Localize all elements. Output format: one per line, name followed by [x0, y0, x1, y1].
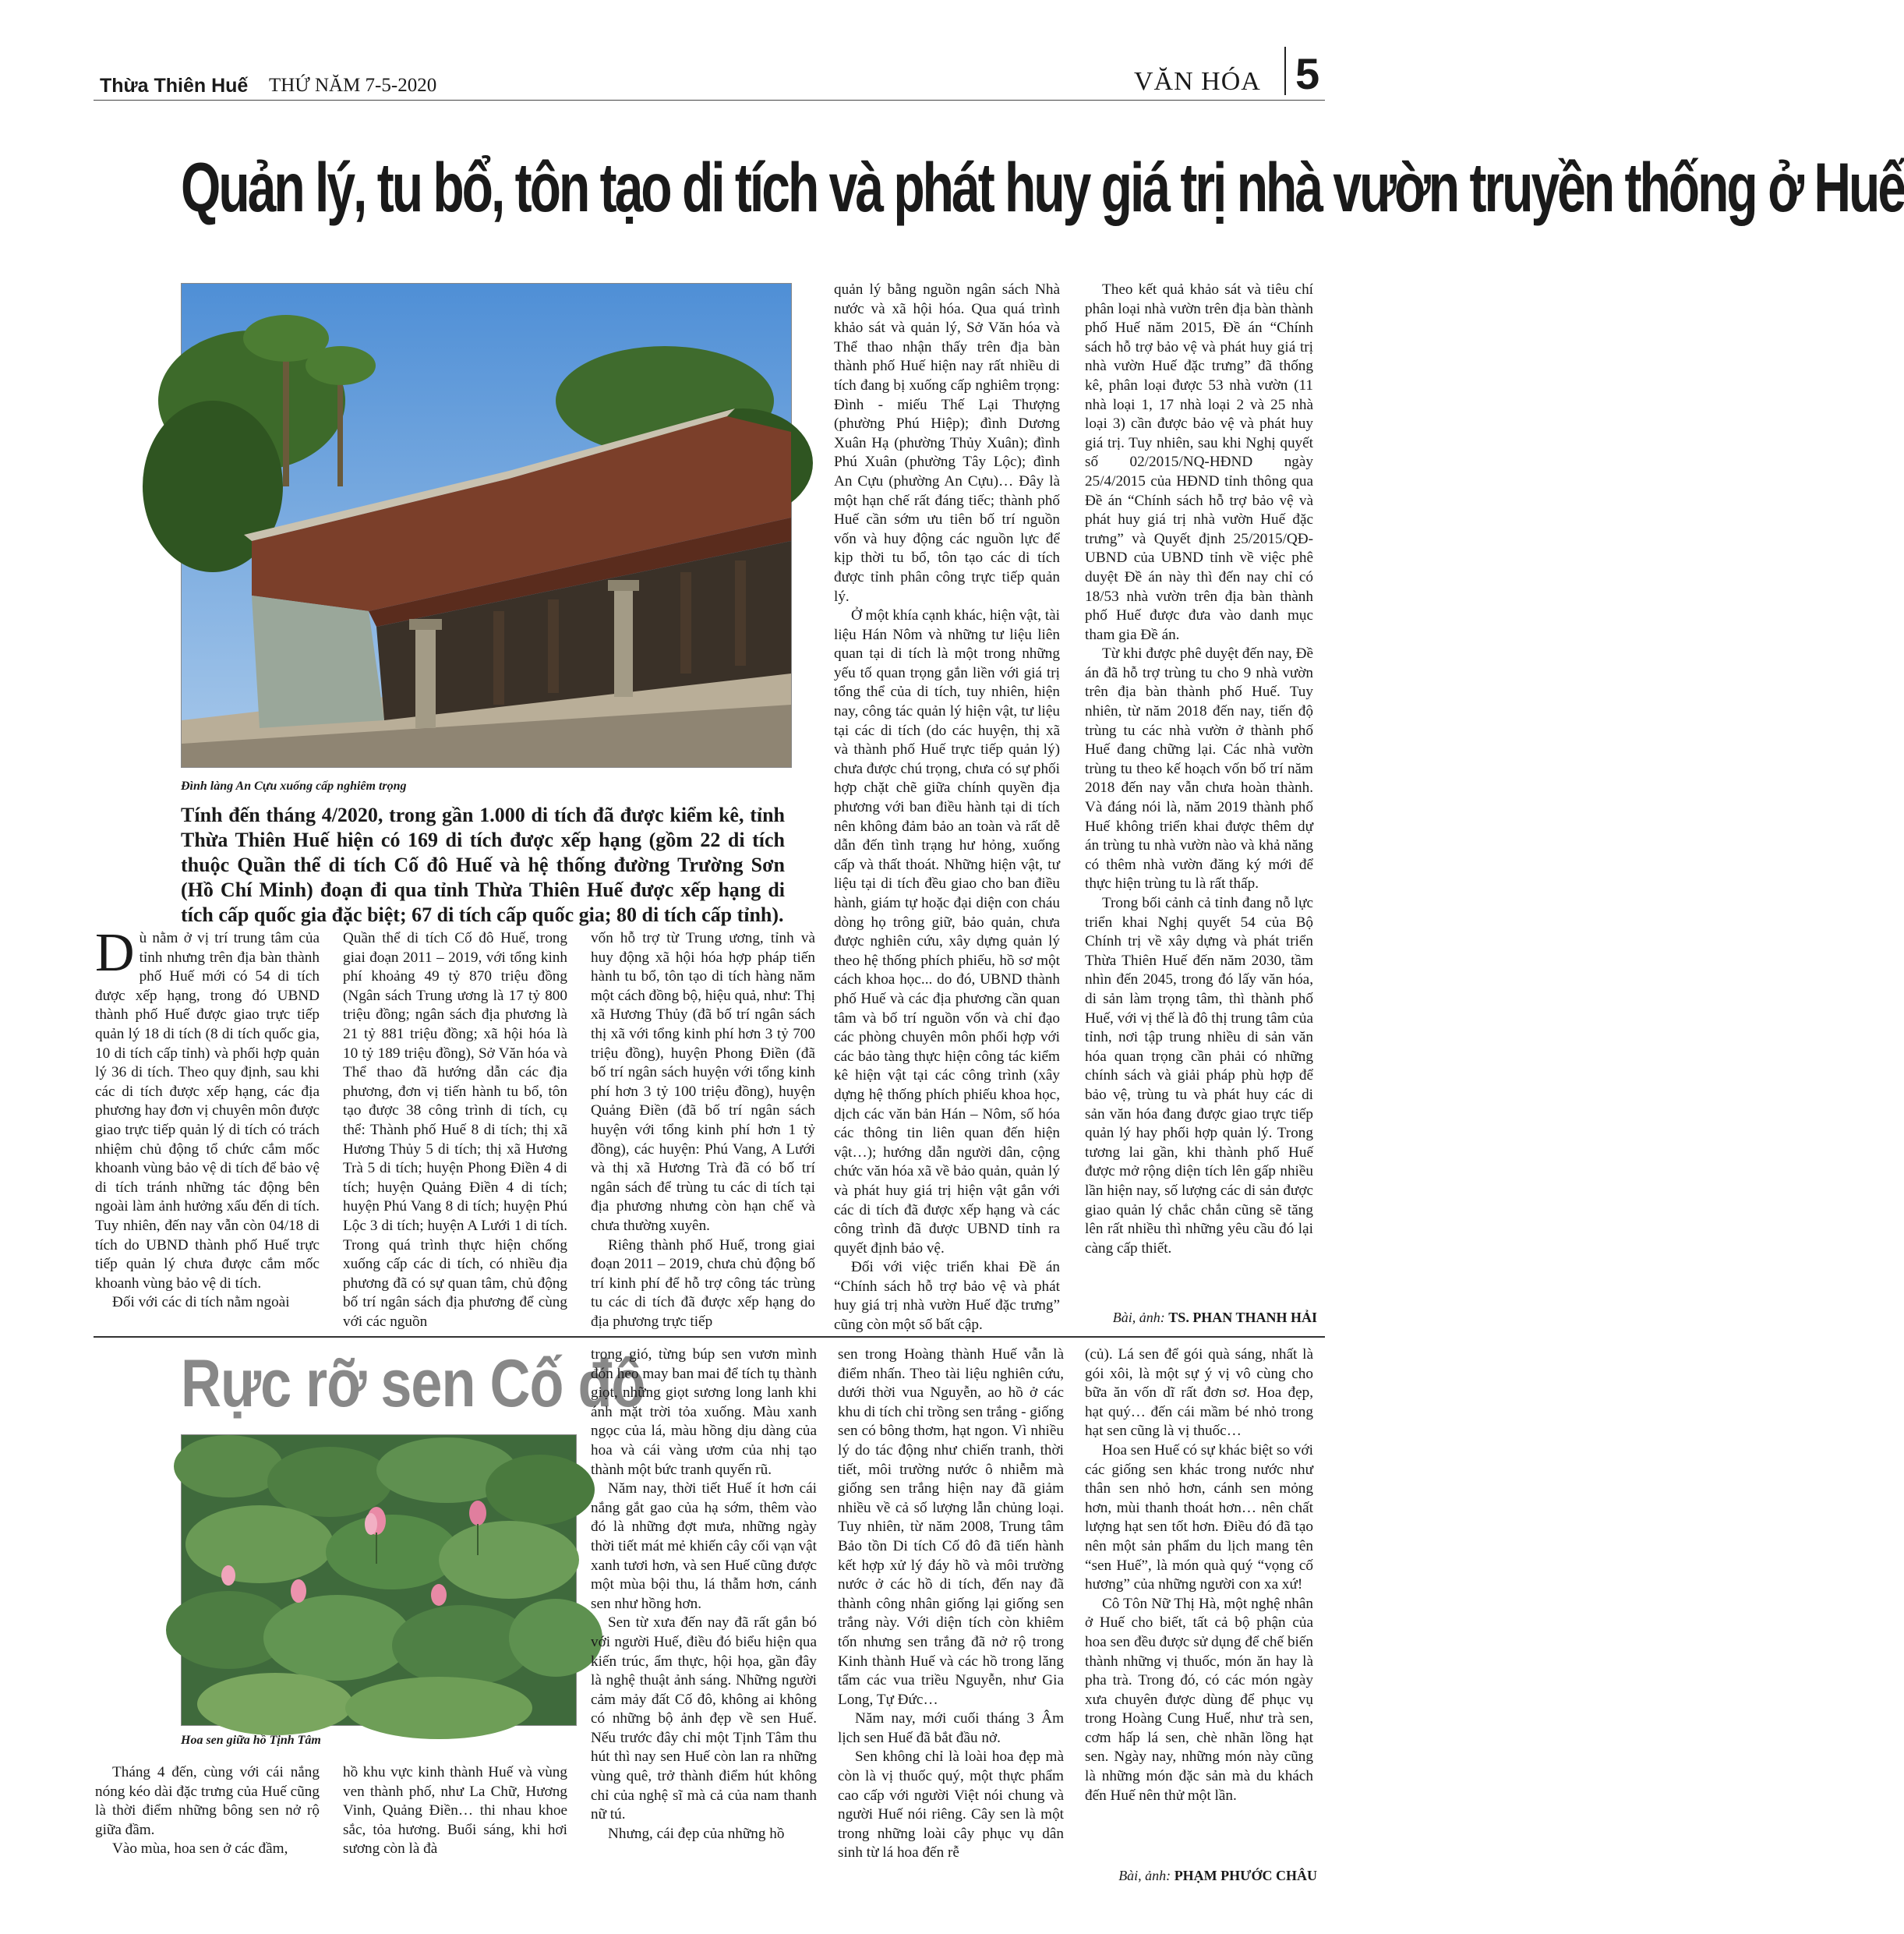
paper-name: Thừa Thiên Huế [100, 75, 249, 97]
paragraph: Tháng 4 đến, cùng với cái nắng nóng kéo dài đặc trưng của Huế cũng là thời điểm những bông sen nở rộ giữa đầm. [95, 1764, 320, 1838]
section-name: VĂN HÓA [1134, 67, 1261, 96]
paragraph: Sen không chỉ là loài hoa đẹp mà còn là vị thuốc quý, một thực phẩm cao cấp với người Việt nói chung và người Huế nói riêng. Cây sen là một trong những loài cây phục vụ dân sinh từ lá hoa đến rễ [838, 1748, 1064, 1862]
paragraph: Năm nay, mới cuối tháng 3 Âm lịch sen Huế đã bắt đầu nở. [838, 1710, 1064, 1746]
article1-column-3 [591, 929, 815, 1331]
paragraph: Nhưng, cái đẹp của những hồ [608, 1825, 785, 1842]
paragraph: Trong bối cảnh cả tỉnh đang nỗ lực triển khai Nghị quyết 54 của Bộ Chính trị về xây dựng và phát triển Thừa Thiên Huế đến năm 2030, tầm nhìn đến 2045, trong đó lấy văn hóa, di sản làm trọng tâm, thì thành phố Huế, với vị thế là đô thị trung tâm của tỉnh, nơi tập trung nhiều di sản văn hóa quan trọng cần phải có những chính sách và giải pháp phù hợp để bảo vệ, trùng tu và phát huy các di sản văn hóa đang được giao trực tiếp quản lý hay phối hợp quản lý. Trong tương lai gần, khi thành phố Huế được mở rộng diện tích lên gấp nhiều lần hiện nay, số lượng các di sản được giao quản lý chắc chắn cũng sẽ tăng lên rất nhiều thì những yêu cầu đó lại càng cấp thiết. [1085, 895, 1313, 1257]
paragraph: Ở một khía cạnh khác, hiện vật, tài liệu Hán Nôm và những tư liệu liên quan tại di tích là một trong những yếu tố quan trọng gắn liền với giá trị tổng thể của di tích, tuy nhiên, hiện nay, công tác quản lý hiện vật, tư liệu tại các di tích (do các huyện, thị xã và thành phố Huế trực tiếp quản lý) chưa được chú trọng, chưa có sự phối hợp chặt chẽ giữa chính quyền địa phương với ban điều hành tại di tích nên không đảm bảo an toàn và rất dễ dẫn đến tình trạng hư hỏng, xuống cấp và thất thoát. Những hiện vật, tư liệu tại di tích đều giao cho ban điều hành, giám tự hoặc đại diện con cháu dòng họ trông giữ, bảo quản, chưa được nghiên cứu, xây dựng quản lý theo hệ thống phích phiếu, hồ sơ một cách khoa học... do đó, UBND thành phố Huế và các địa phương cần quan tâm và bố trí nguồn vốn và chỉ đạo các phòng chuyên môn phối hợp với các bảo tàng thực hiện công tác kiểm kê hiện vật tại các công trình (xây dựng hệ thống phích phiếu khoa học, dịch các văn bản Hán – Nôm, số hóa các thông tin liên quan đến hiện vật…); hướng dẫn người dân, cộng chức văn hóa xã về bảo quản, quản lý và phát huy giá trị hiện vật gắn với các di tích đã được xếp hạng và các công trình đã được UBND tỉnh ra quyết định bảo vệ. [834, 607, 1061, 1257]
article2-column-2 [343, 1763, 567, 1859]
article2-column-1 [95, 1763, 320, 1859]
paragraph: Vào mùa, hoa sen ở các đầm, [112, 1840, 288, 1858]
top-rule [94, 100, 1325, 101]
paragraph: Cô Tôn Nữ Thị Hà, một nghệ nhân ở Huế cho biết, tất cả bộ phận của hoa sen đều được sử dụng để chế biến thành những vị thuốc, món ăn hay là pha trà. Trong đó, có các món ngày xưa chuyên được dùng để phục vụ trong Hoàng Cung Huế, như trà sen, cơm hấp lá sen, chè nhãn lồng hạt sen. Ngày nay, những món này cũng là những món đặc sản mà du khách đến Huế nên thử một lần. [1085, 1595, 1313, 1804]
paragraph: Quần thể di tích Cố đô Huế, trong giai đoạn 2011 – 2019, với tổng kinh phí khoảng 49 tỷ 870 triệu đồng (Ngân sách Trung ương là 17 tỷ 800 triệu đồng; ngân sách địa phương là 21 tỷ 881 triệu đồng; xã hội hóa là 10 tỷ 189 triệu đồng), Sở Văn hóa và Thể thao đã hướng dẫn các địa phương, đơn vị tiến hành tu bổ, tôn tạo được 38 công trình di tích, cụ thể: Thành phố Huế 8 di tích; thị xã Hương Thủy 5 di tích; thị xã Hương Trà 5 di tích; huyện Phong Điền 4 di tích; huyện Quảng Điền 4 di tích; huyện Phú Vang 8 di tích; huyện Phú Lộc 3 di tích; huyện A Lưới 1 di tích. Trong quá trình thực hiện chống xuống cấp các di tích, có nhiều địa phương đã có sự quan tâm, chủ động bố trí ngân sách địa phương để cùng với các nguồn [343, 930, 567, 1330]
article2-column-3 [591, 1345, 817, 1844]
issue-date: THỨ NĂM 7-5-2020 [269, 75, 437, 96]
paragraph: Đối với các di tích nằm ngoài [112, 1294, 290, 1311]
page-number: 5 [1295, 49, 1320, 98]
byline-label: Bài, ảnh: [1112, 1310, 1165, 1325]
paragraph: trong gió, từng búp sen vươn mình đón heo may ban mai để tích tụ thành giọt, những giọt sương long lanh khi ánh mặt trời tỏa xuống. Màu xanh ngọc của lá, màu hồng dịu dàng của hoa và cái vàng ươm của nhị tạo thành một bức tranh quyến rũ. [591, 1346, 817, 1478]
article1-lead: Tính đến tháng 4/2020, trong gần 1.000 di tích đã được kiểm kê, tỉnh Thừa Thiên Huế hiện có 169 di tích được xếp hạng (gồm 22 di tích thuộc Quần thể di tích Cố đô Huế và hệ thống đường Trường Sơn (Hồ Chí Minh) đoạn đi qua tỉnh Thừa Thiên Huế được xếp hạng di tích cấp quốc gia đặc biệt; 67 di tích cấp quốc gia; 80 di tích cấp tỉnh). [181, 804, 785, 926]
paragraph: Hoa sen Huế có sự khác biệt so với các giống sen khác trong nước như thân sen nhỏ hơn, cánh sen mỏng hơn, mùi thanh thoát hơn… nên chất lượng hạt sen tốt hơn. Điều đó đã tạo nên một sản phẩm du lịch mang tên “sen Huế”, là món quà quý “vọng cố hương” của những người con xa xứ! [1085, 1441, 1313, 1593]
paragraph: Theo kết quả khảo sát và tiêu chí phân loại nhà vườn trên địa bàn thành phố Huế năm 2015, Đề án “Chính sách hỗ trợ bảo vệ và phát huy giá trị nhà vườn Huế đặc trưng” đã thống kê, phân loại được 53 nhà vườn (11 nhà loại 1, 17 nhà loại 2 và 25 nhà loại 3) cần được bảo vệ và phát huy giá trị. Tuy nhiên, sau khi Nghị quyết số 02/2015/NQ-HĐND ngày 25/4/2015 của HĐND tỉnh thông qua Đề án “Chính sách hỗ trợ bảo vệ và phát huy giá trị nhà vườn Huế đặc trưng” và Quyết định 25/2015/QĐ-UBND của UBND tỉnh về việc phê duyệt Đề án này thì đến nay chỉ có 18/53 nhà vườn trên địa bàn thành phố Huế được đưa vào danh mục tham gia Đề án. [1085, 281, 1313, 643]
article1-column-2 [343, 929, 567, 1331]
paragraph: Đối với việc triển khai Đề án “Chính sách hỗ trợ bảo vệ và phát huy giá trị nhà vườn Huế đặc trưng” cũng còn một số bất cập. [834, 1259, 1060, 1334]
article1-byline [1013, 1310, 1317, 1326]
byline-author: PHẠM PHƯỚC CHÂU [1174, 1868, 1317, 1883]
byline-author: TS. PHAN THANH HẢI [1168, 1310, 1317, 1325]
masthead-divider [1284, 47, 1286, 95]
article1-photo-caption: Đình làng An Cựu xuống cấp nghiêm trọng [181, 780, 407, 793]
lotus-pond-illustration [182, 1435, 576, 1725]
article1-column-4 [834, 281, 1060, 1335]
paragraph: Riêng thành phố Huế, trong giai đoạn 2011 – 2019, chưa chủ động bố trí kinh phí để hỗ trợ công tác trùng tu các di tích đã được xếp hạng do địa phương trực tiếp [591, 1236, 815, 1330]
paragraph: sen trong Hoàng thành Huế vẫn là điểm nhấn. Theo tài liệu nghiên cứu, dưới thời vua Nguyễn, ao hồ ở các khu di tích chỉ trồng sen trắng - giống sen có bông thơm, hạt ngon. Vì nhiều lý do tác động như chiến tranh, thời tiết, môi trường nước ô nhiễm mà giống sen trắng hiện nay đã giảm nhiều về cả số lượng lẫn chủng loại. Tuy nhiên, từ năm 2008, Trung tâm Bảo tồn Di tích Cố đô đã tiến hành kết hợp xử lý đáy hồ và môi trường nước ở các hồ di tích, đến nay đã thành công nhân giống lại giống sen trắng này. Với diện tích còn khiêm tốn nhưng sen trắng đã nở rộ trong Kinh thành Huế và các hồ trong lăng tẩm các vua triều Nguyễn, như Gia Long, Tự Đức… [838, 1346, 1064, 1708]
article2-photo-caption: Hoa sen giữa hồ Tịnh Tâm [181, 1734, 321, 1747]
article2-column-4 [838, 1345, 1064, 1863]
article1-photo [181, 283, 792, 768]
paragraph: hồ khu vực kinh thành Huế và vùng ven thành phố, như La Chữ, Hương Vinh, Quảng Điền… thi nhau khoe sắc, tỏa hương. Buổi sáng, khi hơi sương còn là đà [343, 1764, 567, 1858]
article1-column-1 [95, 923, 320, 1313]
paragraph: quản lý bằng nguồn ngân sách Nhà nước và xã hội hóa. Qua quá trình khảo sát và quản lý, Sở Văn hóa và Thể thao nhận thấy trên địa bàn thành phố Huế hiện nay rất nhiều di tích đang bị xuống cấp nghiêm trọng: Đình - miếu Thế Lại Thượng (phường Phú Hiệp); đình Dương Xuân Hạ (phường Thủy Xuân); đình Phú Xuân (phường Tây Lộc); đình An Cựu (phường An Cựu)… Đây là một hạn chế rất đáng tiếc; thành phố Huế cần sớm ưu tiên bố trí nguồn vốn và huy động các nguồn lực để kịp thời tu bổ, tôn tạo các di tích được tỉnh phân công trực tiếp quản lý. [834, 281, 1060, 605]
article1-column-5 [1085, 281, 1313, 1258]
article1-headline: Quản lý, tu bổ, tôn tạo di tích và phát huy giá trị nhà vườn truyền thống ở Huế [181, 148, 1904, 226]
article2-column-5 [1085, 1345, 1313, 1805]
article-divider [94, 1336, 1325, 1338]
pavilion-illustration [182, 284, 791, 767]
article2-headline: Rực rỡ sen Cố đô [181, 1346, 645, 1422]
article2-byline [1013, 1868, 1317, 1884]
article2-photo [181, 1434, 577, 1726]
byline-label: Bài, ảnh: [1118, 1868, 1171, 1883]
dropcap: D [95, 923, 135, 983]
paragraph: Sen từ xưa đến nay đã rất gắn bó với người Huế, điều đó biểu hiện qua kiến trúc, ẩm thực, hội họa, gần đây là nghệ thuật ảnh sáng. Những người cảm mảy đất Cố đô, không ai không có những bộ ảnh đẹp về sen Huế. Nếu trước đây chỉ một Tịnh Tâm thu hút thì nay sen Huế còn lan ra những vùng quê, trở thành điểm hút không chỉ của nghệ sĩ mà cả của nam thanh nữ tú. [591, 1614, 817, 1823]
paragraph: Từ khi được phê duyệt đến nay, Đề án đã hỗ trợ trùng tu cho 9 nhà vườn trên địa bàn thành phố Huế. Tuy nhiên, từ năm 2018 đến nay, tiến độ trùng tu các nhà vườn ở thành phố Huế đang chững lại. Các nhà vườn trùng tu theo kế hoạch vốn bố trí năm 2018 đến nay vẫn chưa hoàn thành. Và đáng nói là, năm 2019 thành phố Huế không triển khai được thêm dự án trùng tu nhà vườn nào và khả năng có thêm nhà vườn đăng ký mới để thực hiện trùng tu là rất thấp. [1085, 645, 1313, 893]
paragraph: (củ). Lá sen để gói quà sáng, nhất là gói xôi, là một sự ý vị vô cùng cho bữa ăn vốn dĩ rất đơn sơ. Hoa đẹp, hạt quý… đến cái mầm bé nhỏ trong hạt sen cũng là vị thuốc… [1085, 1346, 1313, 1440]
paragraph: vốn hỗ trợ từ Trung ương, tỉnh và huy động xã hội hóa hợp pháp tiến hành tu bổ, tôn tạo di tích hàng năm một cách đồng bộ, hiệu quả, như: Thị xã Hương Thủy (đã bố trí ngân sách thị xã với tổng kinh phí hơn 3 tỷ 700 triệu đồng), huyện Phong Điền (đã bố trí ngân sách huyện với tổng kinh phí hơn 3 tỷ 100 triệu đồng), huyện Quảng Điền (đã bố trí ngân sách huyện với tổng kinh phí hơn 1 tỷ đồng), các huyện: Phú Vang, A Lưới và thị xã Hương Trà đã có bố trí ngân sách để trùng tu các di tích tại địa phương nhưng còn hạn chế và chưa thường xuyên. [591, 930, 815, 1234]
paragraph: Năm nay, thời tiết Huế ít hơn cái nắng gắt gao của hạ sớm, thêm vào đó là những đợt mưa, những ngày thời tiết mát mẻ khiến cây cối vạn vật xanh tươi hơn, và sen Huế cũng được một mùa bội thu, lá thẫm hơn, cánh sen như hồng hơn. [591, 1480, 817, 1612]
paragraph: ù nằm ở vị trí trung tâm của tỉnh nhưng trên địa bàn thành phố Huế mới có 54 di tích được xếp hạng, trong đó UBND thành phố Huế được giao trực tiếp quản lý 18 di tích (8 di tích quốc gia, 10 di tích cấp tỉnh) và phối hợp quản lý 36 di tích. Theo quy định, sau khi các di tích được xếp hạng, các địa phương hay đơn vị chuyên môn được giao trực tiếp quản lý di tích có trách nhiệm chủ động tổ chức cắm mốc khoanh vùng bảo vệ di tích để bảo vệ di tích tránh những tác động bên ngoài làm ảnh hưởng xấu đến di tích. Tuy nhiên, đến nay vẫn còn 04/18 di tích do UBND thành phố Huế trực tiếp quản lý chưa được cắm mốc khoanh vùng bảo vệ di tích. [95, 930, 320, 1292]
